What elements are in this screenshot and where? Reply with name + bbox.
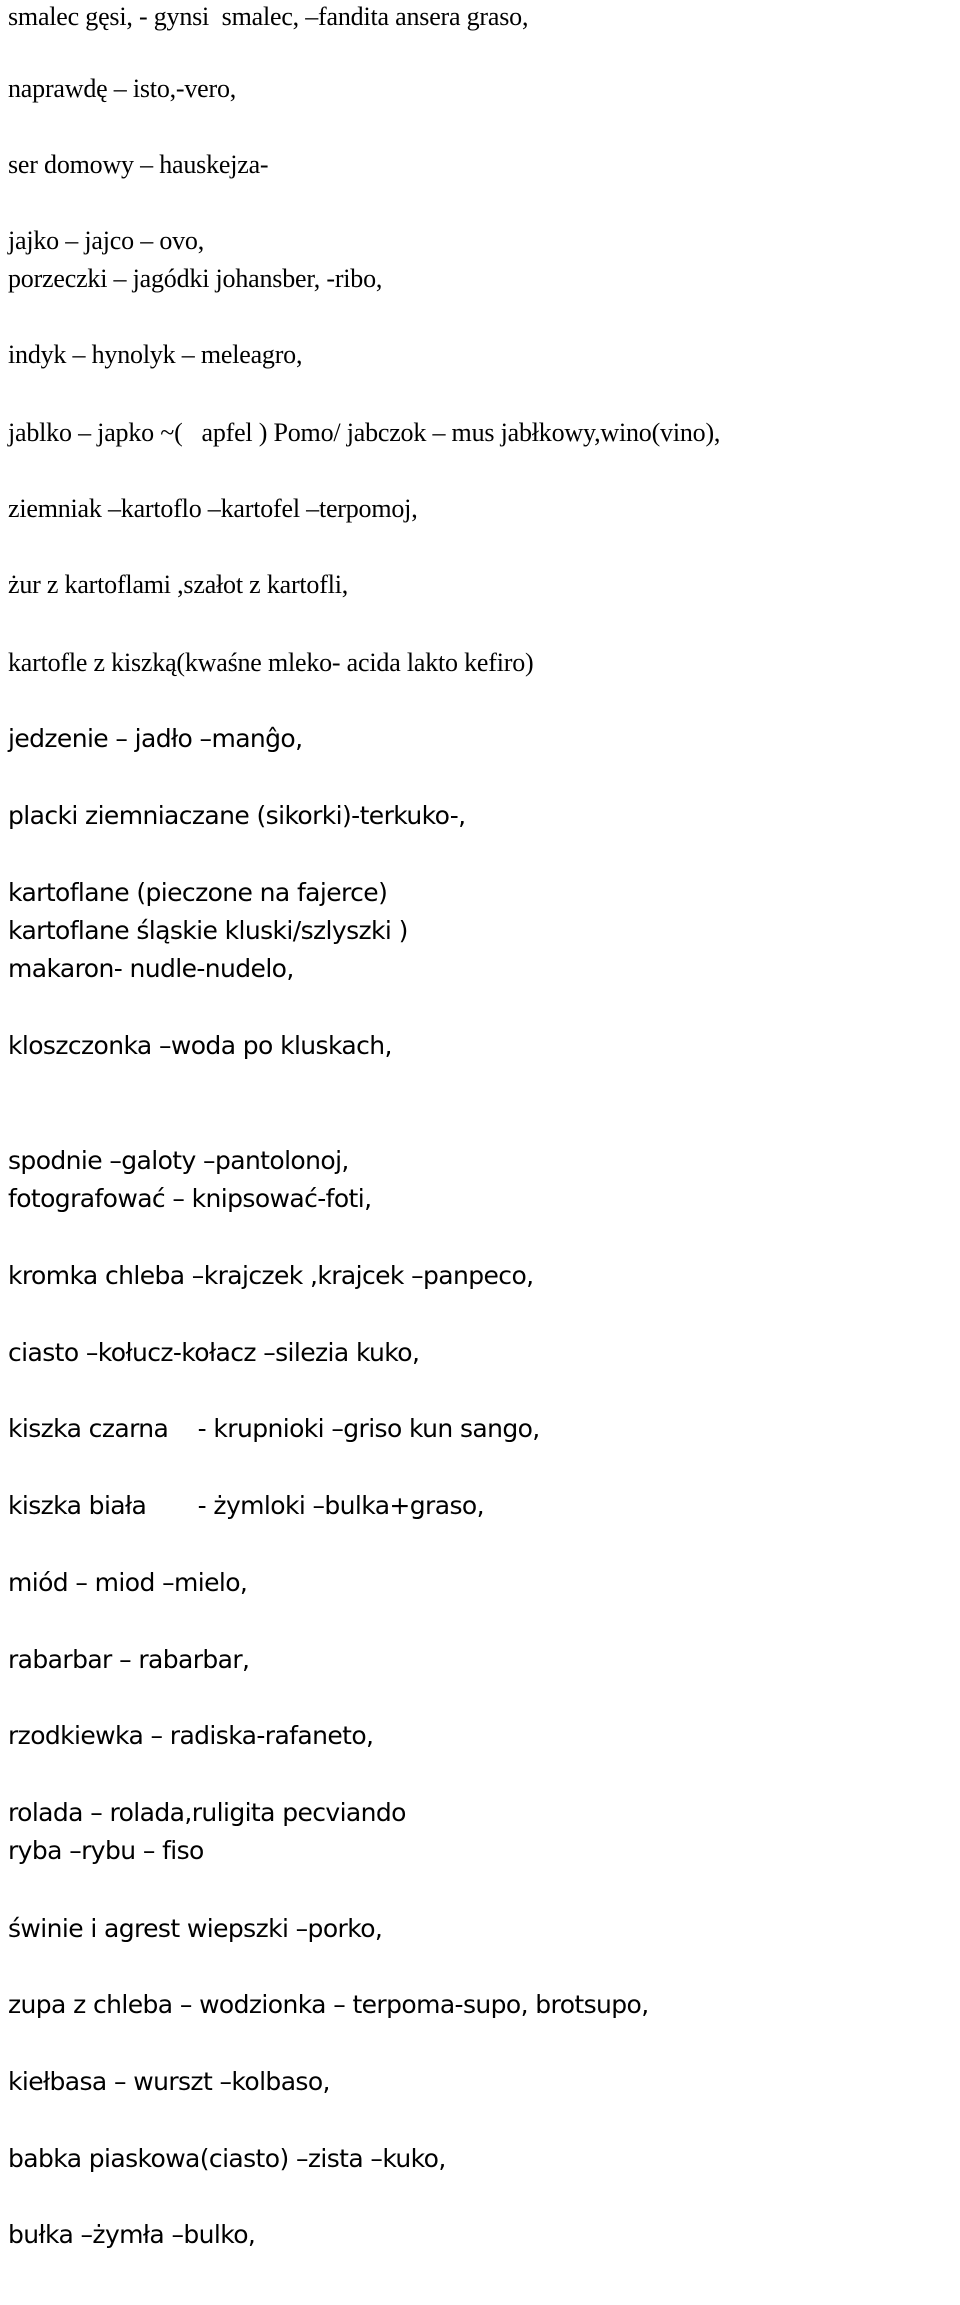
vocab-line-15: makaron- nudle-nudelo,	[8, 954, 294, 983]
vocab-line-25: rzodkiewka – radiska-rafaneto,	[8, 1721, 374, 1750]
vocab-line-13: kartoflane (pieczone na fajerce)	[8, 878, 388, 907]
vocab-line-16: kloszczonka –woda po kluskach,	[8, 1031, 392, 1060]
vocab-line-10: kartofle z kiszką(kwaśne mleko- acida lakto kefiro)	[8, 648, 534, 677]
vocab-line-32: bułka –żymła –bulko,	[8, 2220, 256, 2249]
vocab-line-17: spodnie –galoty –pantolonoj,	[8, 1146, 349, 1175]
vocab-line-6: indyk – hynolyk – meleagro,	[8, 340, 303, 369]
vocab-line-4: jajko – jajco – ovo,	[8, 226, 205, 255]
vocab-line-20: ciasto –kołucz-kołacz –silezia kuko,	[8, 1338, 420, 1367]
vocab-line-31: babka piaskowa(ciasto) –zista –kuko,	[8, 2144, 446, 2173]
vocab-line-7: jablko – japko ~( apfel ) Pomo/ jabczok – mus jabłkowy,wino(vino),	[8, 418, 721, 447]
vocab-line-5: porzeczki – jagódki johansber, -ribo,	[8, 264, 383, 293]
vocab-line-22: kiszka biała - żymloki –bulka+graso,	[8, 1491, 484, 1520]
vocab-line-19: kromka chleba –krajczek ,krajcek –panpeco,	[8, 1261, 534, 1290]
vocab-line-24: rabarbar – rabarbar,	[8, 1645, 250, 1674]
vocab-line-23: miód – miod –mielo,	[8, 1568, 248, 1597]
vocab-line-26: rolada – rolada,ruligita pecviando	[8, 1798, 406, 1827]
vocab-line-14: kartoflane śląskie kluski/szlyszki )	[8, 916, 408, 945]
vocab-line-18: fotografować – knipsować-foti,	[8, 1184, 372, 1213]
vocab-line-29: zupa z chleba – wodzionka – terpoma-supo, brotsupo,	[8, 1990, 649, 2019]
vocab-line-11: jedzenie – jadło –manĝo,	[8, 724, 303, 753]
vocab-line-9: żur z kartoflami ,szałot z kartofli,	[8, 570, 349, 599]
vocab-line-3: ser domowy – hauskejza-	[8, 150, 269, 179]
vocab-line-28: świnie i agrest wiepszki –porko,	[8, 1914, 383, 1943]
vocab-line-8: ziemniak –kartoflo –kartofel –terpomoj,	[8, 494, 418, 523]
vocab-line-30: kiełbasa – wurszt –kolbaso,	[8, 2067, 330, 2096]
vocab-line-1: smalec gęsi, - gynsi smalec, –fandita ansera graso,	[8, 2, 529, 31]
vocab-line-12: placki ziemniaczane (sikorki)-terkuko-,	[8, 801, 466, 830]
vocab-line-21: kiszka czarna - krupnioki –griso kun sango,	[8, 1414, 540, 1443]
vocab-line-2: naprawdę – isto,-vero,	[8, 74, 237, 103]
vocab-line-27: ryba –rybu – fiso	[8, 1836, 204, 1865]
